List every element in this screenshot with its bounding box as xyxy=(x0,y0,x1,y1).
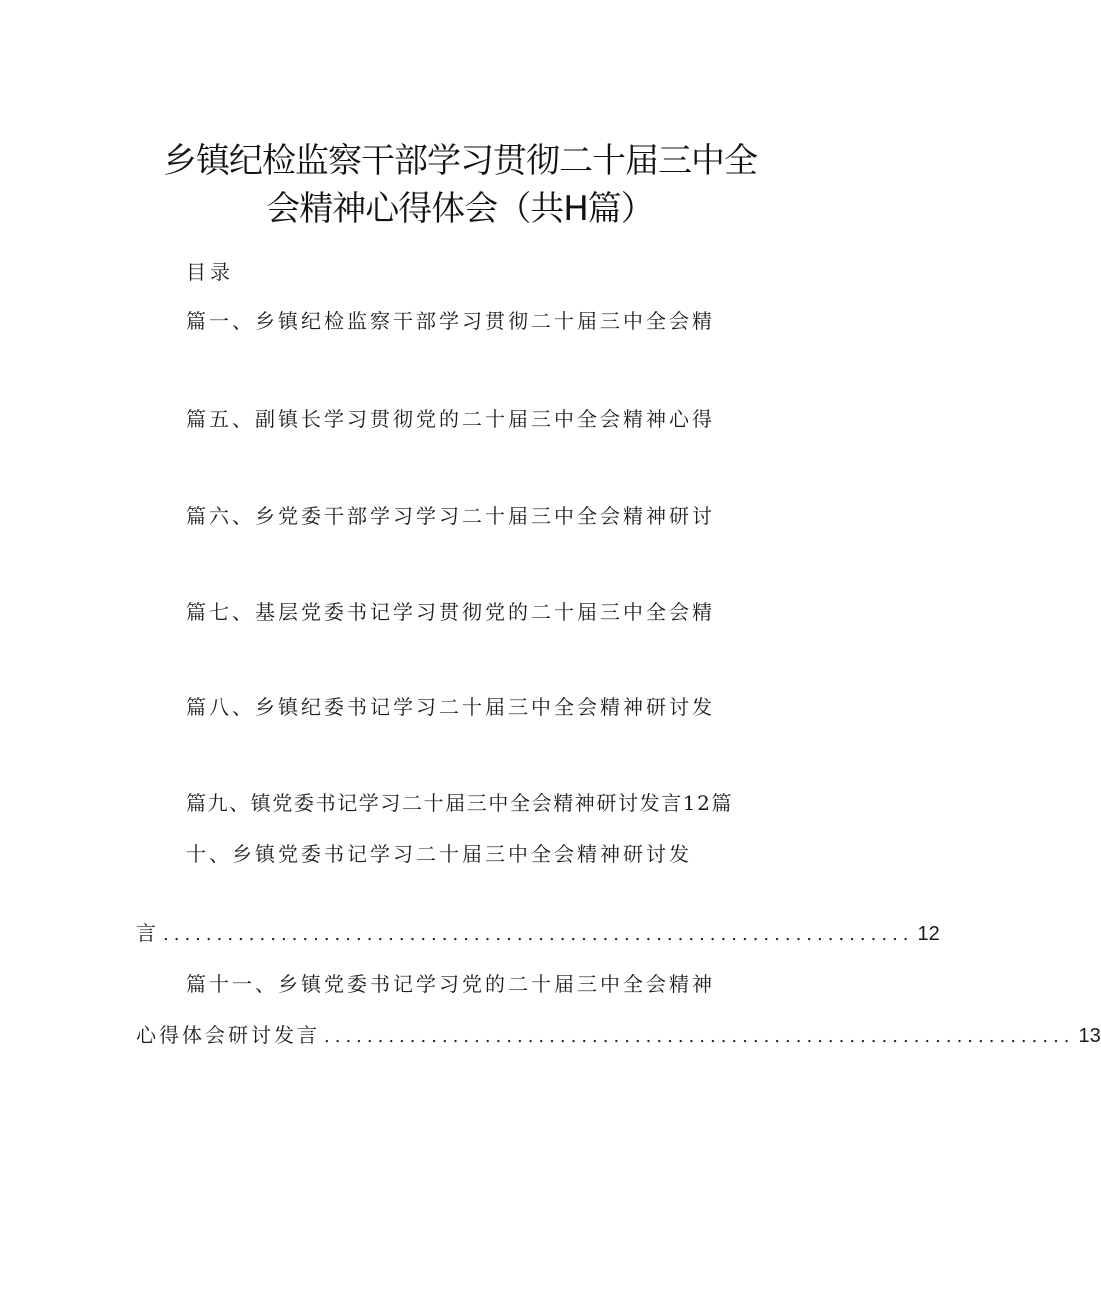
toc-entry[interactable]: 篇六、乡党委干部学习学习二十届三中全会精神研讨 xyxy=(186,504,715,528)
title-line-2: 会精神心得体会（共H篇） xyxy=(266,189,654,229)
title-line-1: 乡镇纪检监察干部学习贯彻二十届三中全 xyxy=(163,141,757,181)
toc-entry[interactable]: 篇七、基层党委书记学习贯彻党的二十届三中全会精 xyxy=(186,600,715,624)
toc-page-number: 12 xyxy=(917,923,940,945)
toc-leader-text: 心得体会研讨发言 xyxy=(136,1023,320,1047)
toc-leader-text: 言 xyxy=(136,921,159,945)
toc-leader-row[interactable] xyxy=(136,917,940,946)
toc-page-number: 13 xyxy=(1078,1025,1101,1047)
toc-leader-dots: ...................................................................... xyxy=(163,924,914,945)
toc-entry[interactable]: 篇五、副镇长学习贯彻党的二十届三中全会精神心得 xyxy=(186,407,715,431)
toc-entry[interactable]: 篇十一、乡镇党委书记学习党的二十届三中全会精神 xyxy=(186,972,715,996)
toc-entry[interactable]: 篇一、乡镇纪检监察干部学习贯彻二十届三中全会精 xyxy=(186,309,715,333)
toc-entry[interactable]: 篇九、镇党委书记学习二十届三中全会精神研讨发言12篇 xyxy=(186,791,734,815)
toc-entry[interactable]: 十、乡镇党委书记学习二十届三中全会精神研讨发 xyxy=(186,842,692,866)
toc-entry[interactable]: 篇八、乡镇纪委书记学习二十届三中全会精神研讨发 xyxy=(186,695,715,719)
toc-leader-row[interactable] xyxy=(136,1019,1101,1048)
toc-leader-dots: ...................................................................... xyxy=(324,1026,1075,1047)
toc-heading: 目录 xyxy=(186,260,234,284)
